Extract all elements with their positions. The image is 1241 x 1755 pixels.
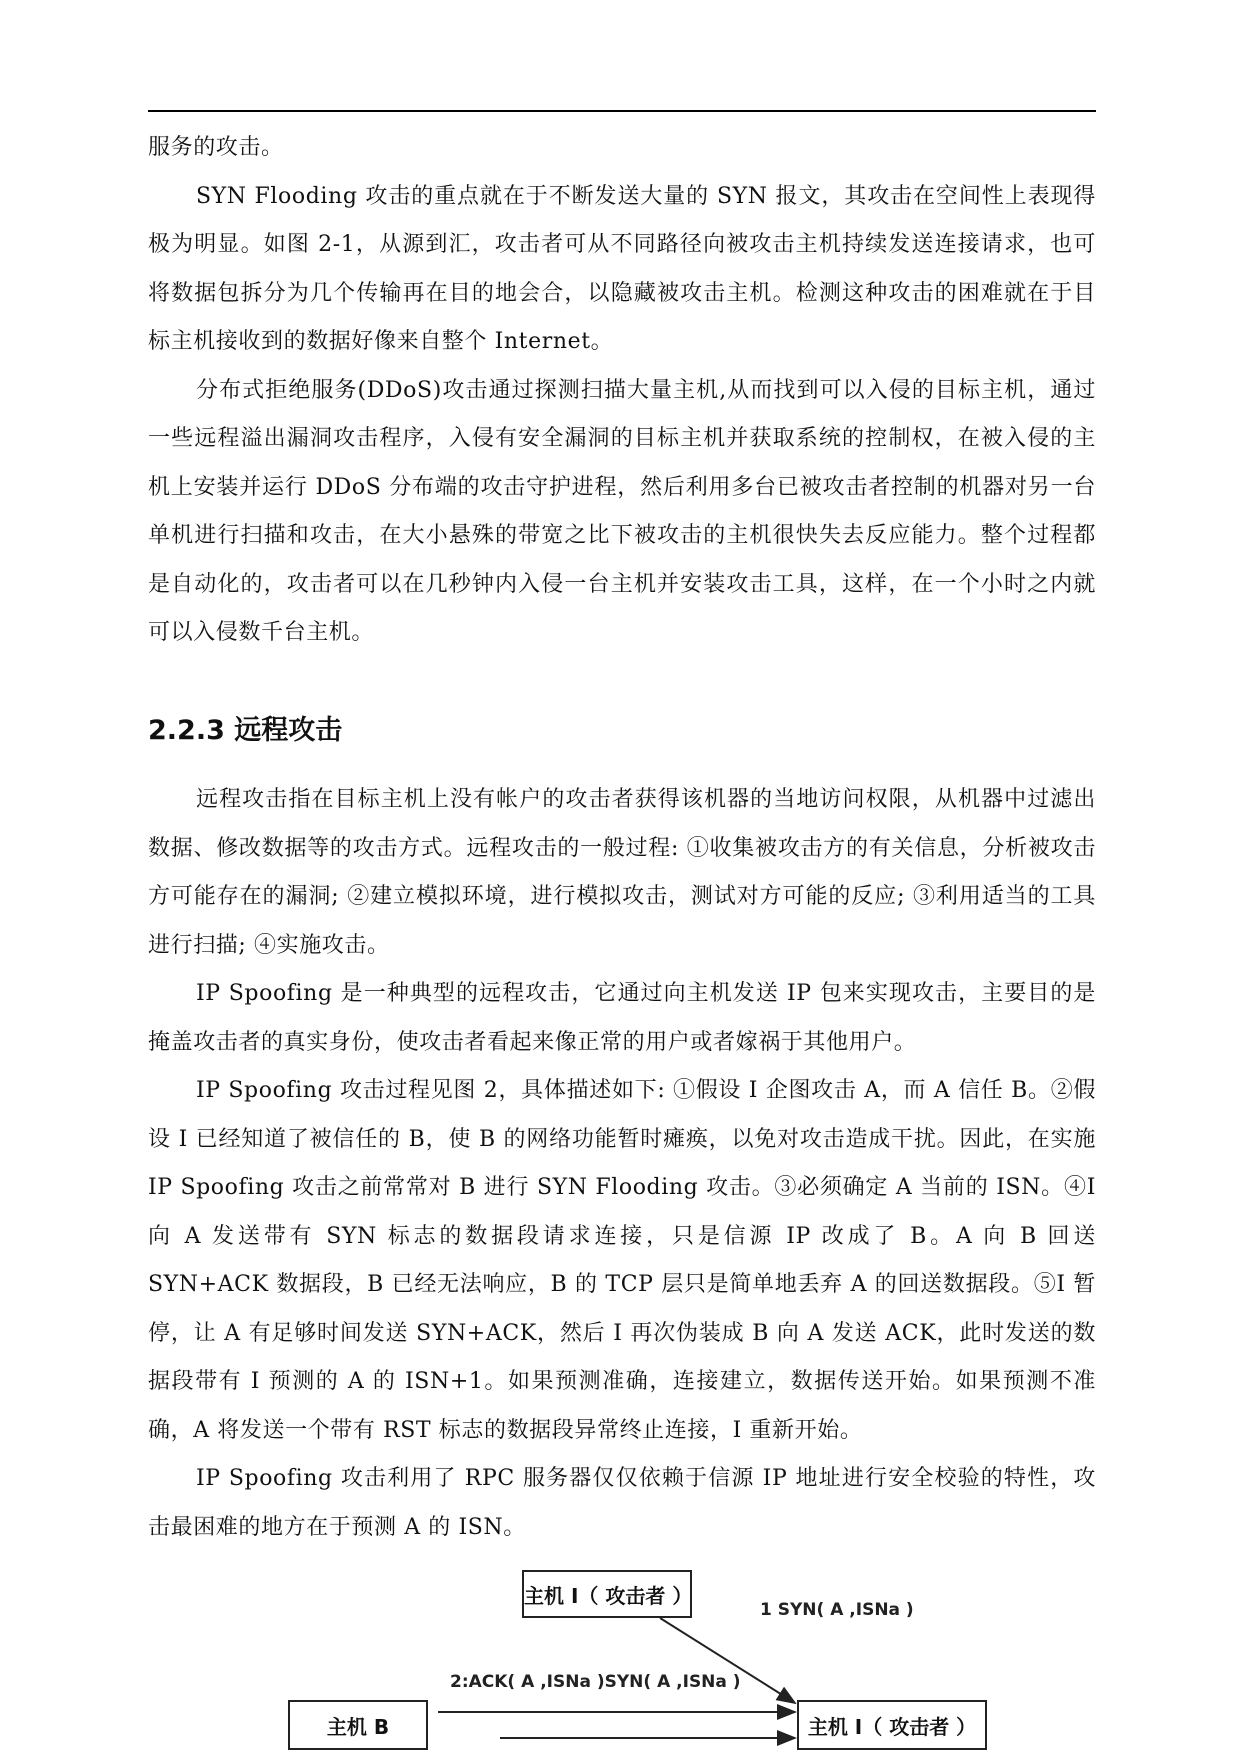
text-block-bottom xyxy=(148,776,1096,1552)
box-host-i-top: 主机 I（ 攻击者 ） xyxy=(522,1570,692,1618)
paragraph: SYN Flooding 攻击的重点就在于不断发送大量的 SYN 报文，其攻击在空间性上表现得极为明显。如图 2-1，从源到汇，攻击者可从不同路径向被攻击主机持续发送连接请求，也可将数据包拆分为几个传输再在目的地会合，以隐藏被攻击主机。检测这种攻击的困难就在于目标主机接收到的数据好像来自整个 Internet。 xyxy=(148,183,1096,354)
label-syn: 1 SYN( A ,ISNa ) xyxy=(760,1600,914,1620)
box-host-b: 主机 B xyxy=(288,1700,428,1750)
paragraph: 远程攻击指在目标主机上没有帐户的攻击者获得该机器的当地访问权限，从机器中过滤出数据、修改数据等的攻击方式。远程攻击的一般过程: ①收集被攻击方的有关信息，分析被攻击方可能存在的漏洞; ②建立模拟环境，进行模拟攻击，测试对方可能的反应; ③利用适当的工具进行扫描; ④实施攻击。 xyxy=(148,787,1096,958)
paragraph: IP Spoofing 攻击过程见图 2，具体描述如下: ①假设 I 企图攻击 A，而 A 信任 B。②假设 I 已经知道了被信任的 B，使 B 的网络功能暂时瘫痪，以免对攻击造成干扰。因此，在实施 IP Spoofing 攻击之前常常对 B 进行 SYN Flooding 攻击。③必须确定 A 当前的 ISN。④I 向 A 发送带有 SYN 标志的数据段请求连接，只是信源 IP 改成了 B。A 向 B 回送 SYN+ACK 数据段，B 已经无法响应，B 的 TCP 层只是简单地丢弃 A 的回送数据段。⑤I 暂停，让 A 有足够时间发送 SYN+ACK，然后 I 再次伪装成 B 向 A 发送 ACK，此时发送的数据段带有 I 预测的 A 的 ISN+1。如果预测准确，连接建立，数据传送开始。如果预测不准确，A 将发送一个带有 RST 标志的数据段异常终止连接，I 重新开始。 xyxy=(148,1078,1096,1443)
label-ack: 2:ACK( A ,ISNa )SYN( A ,ISNa ) xyxy=(450,1672,741,1692)
ip-spoofing-diagram xyxy=(290,1560,990,1755)
text-block-top xyxy=(148,124,1096,658)
header-rule xyxy=(148,110,1096,112)
paragraph: 分布式拒绝服务(DDoS)攻击通过探测扫描大量主机,从而找到可以入侵的目标主机，通过一些远程溢出漏洞攻击程序，入侵有安全漏洞的目标主机并获取系统的控制权，在被入侵的主机上安装并运行 DDoS 分布端的攻击守护进程，然后利用多台已被攻击者控制的机器对另一台单机进行扫描和攻击，在大小悬殊的带宽之比下被攻击的主机很快失去反应能力。整个过程都是自动化的，攻击者可以在几秒钟内入侵一台主机并安装攻击工具，这样，在一个小时之内就可以入侵数千台主机。 xyxy=(148,377,1096,645)
box-host-i-right: 主机 I（ 攻击者 ） xyxy=(797,1700,987,1750)
paragraph: 服务的攻击。 xyxy=(148,135,284,160)
paragraph: IP Spoofing 是一种典型的远程攻击，它通过向主机发送 IP 包来实现攻击，主要目的是掩盖攻击者的真实身份，使攻击者看起来像正常的用户或者嫁祸于其他用户。 xyxy=(148,981,1096,1055)
paragraph: IP Spoofing 攻击利用了 RPC 服务器仅仅依赖于信源 IP 地址进行安全校验的特性，攻击最困难的地方在于预测 A 的 ISN。 xyxy=(148,1466,1096,1540)
section-heading: 2.2.3 远程攻击 xyxy=(148,715,343,746)
